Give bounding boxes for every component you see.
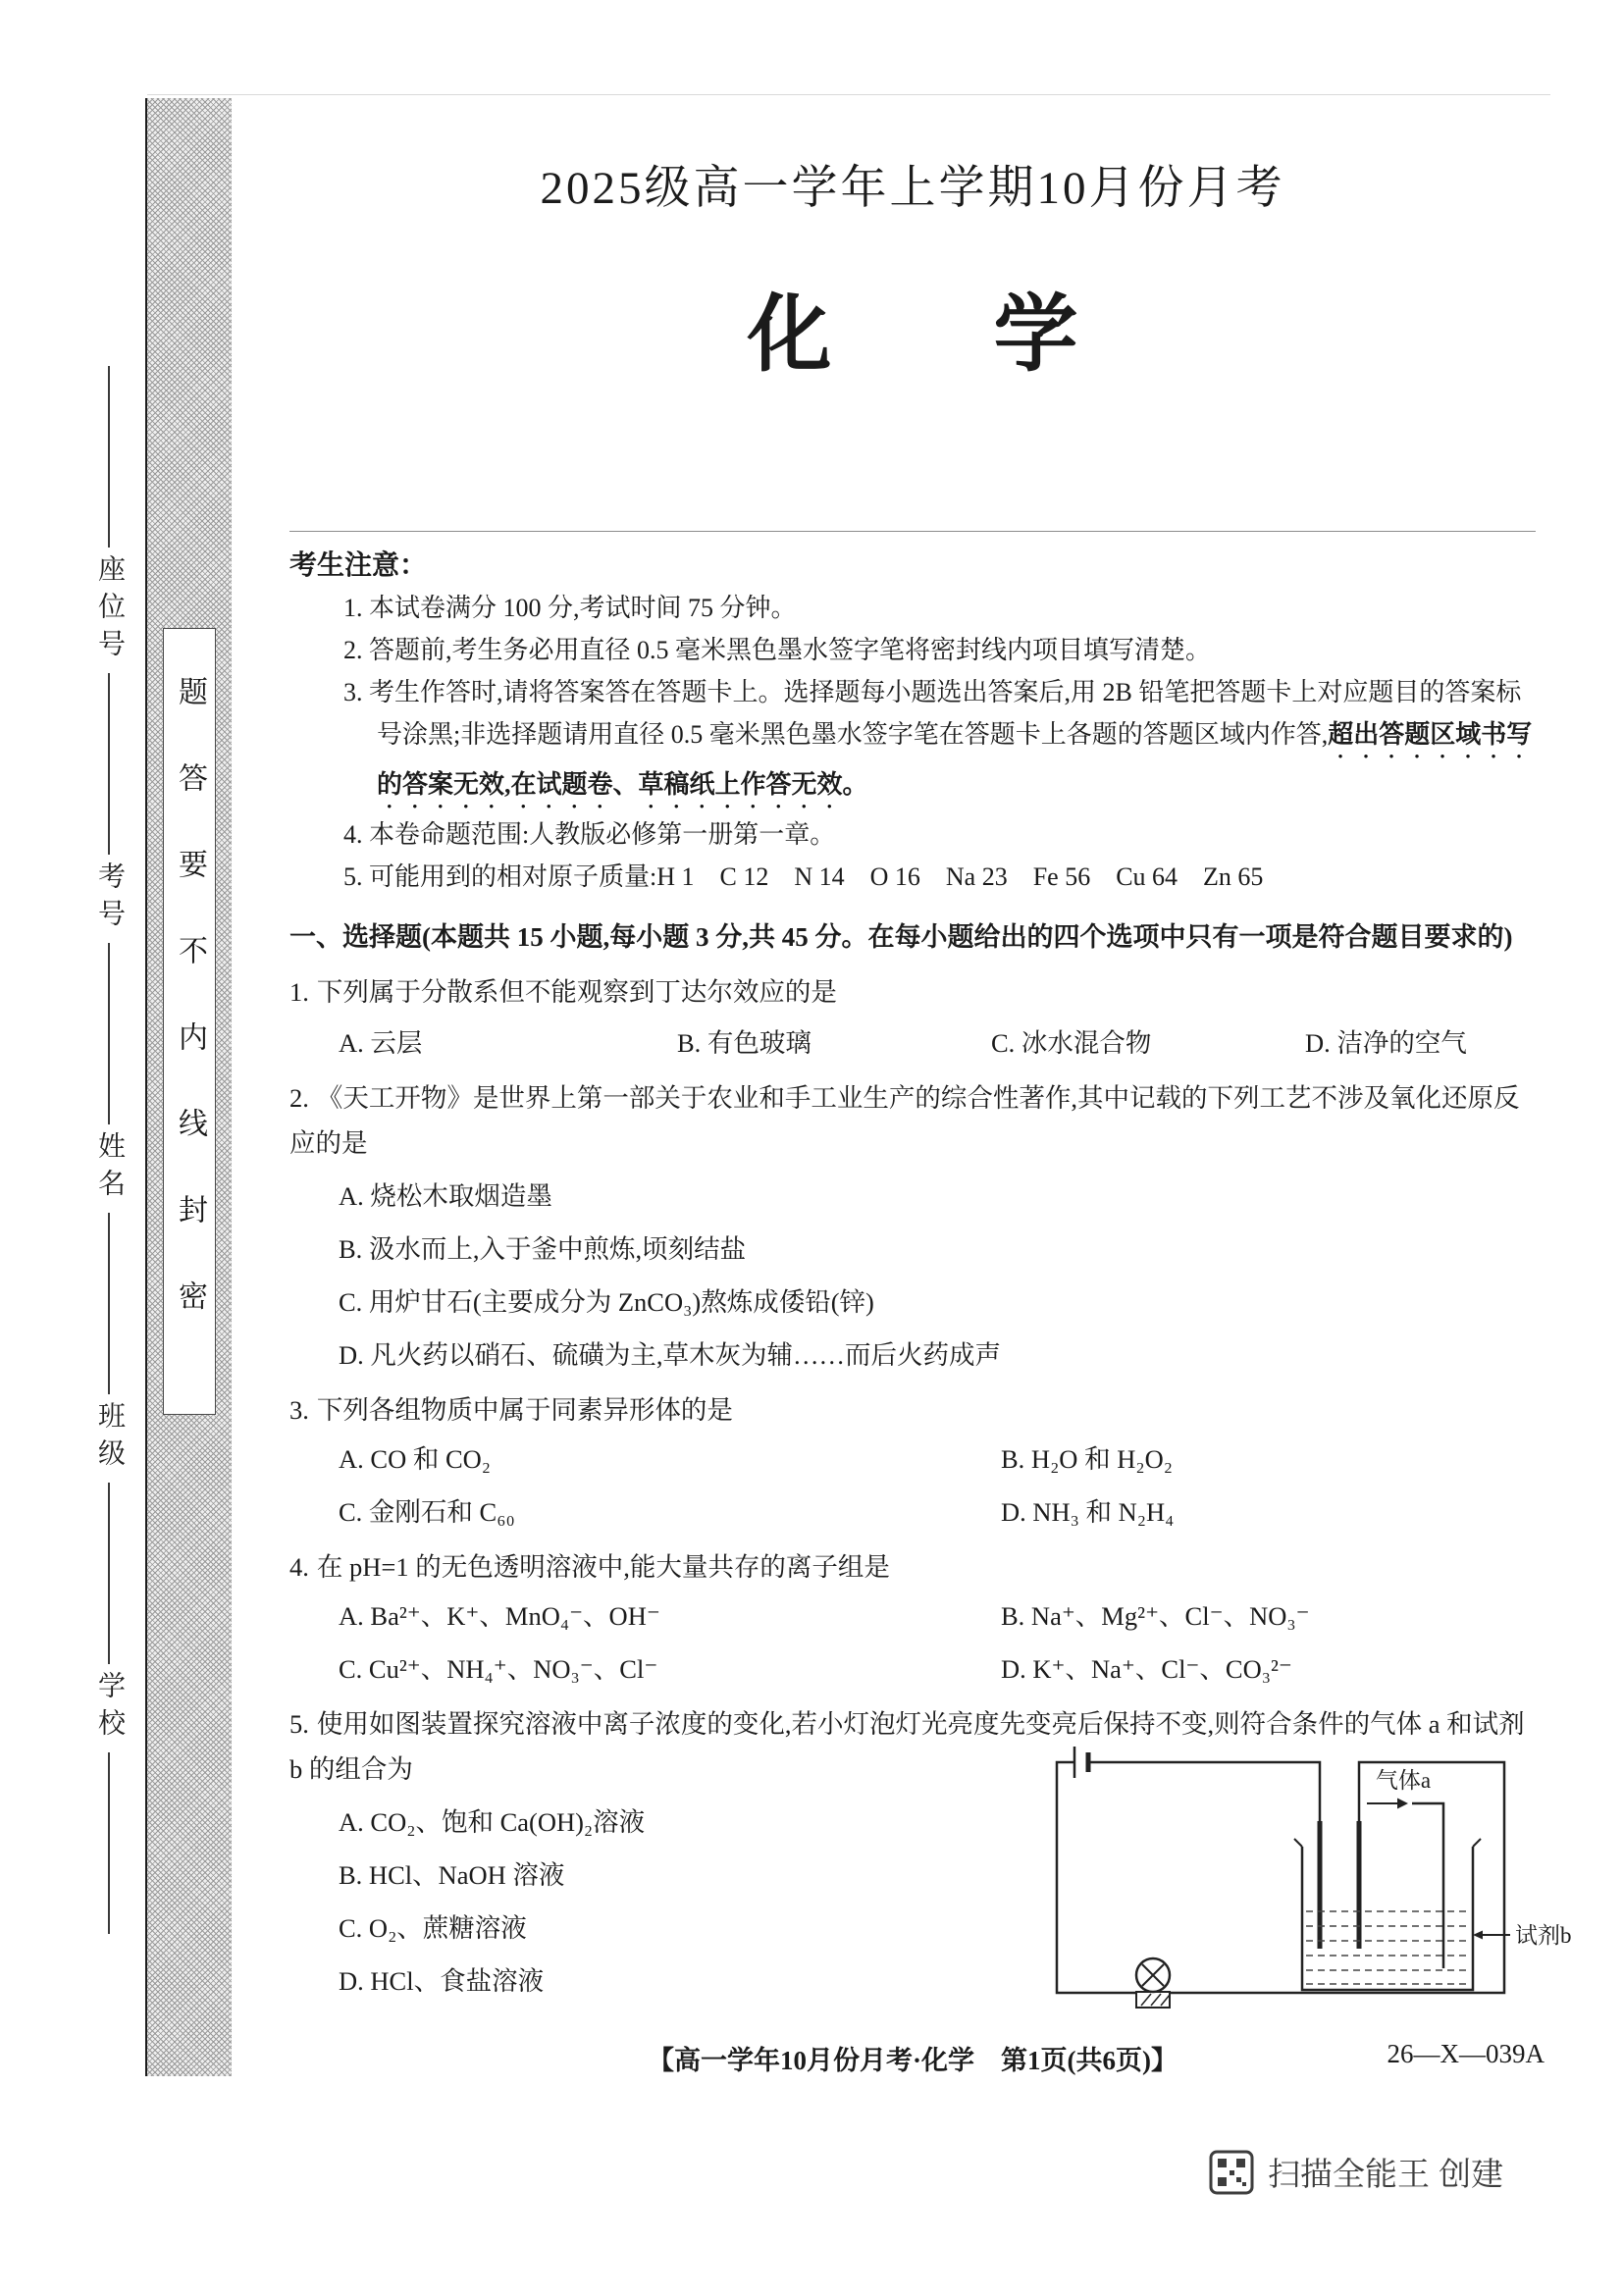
subject-title: 化学 <box>747 287 1240 382</box>
notice-top-rule <box>289 531 1536 532</box>
blank-underline <box>108 1483 110 1664</box>
blank-underline <box>108 1752 110 1934</box>
option-b: B. Na⁺、Mg²⁺、Cl⁻、NO₃⁻ <box>1001 1601 1310 1631</box>
gas-flow-arrow <box>1367 1799 1408 1809</box>
question-2-options <box>339 1174 1536 1378</box>
notice-item-2: 2. 答题前,考生务必用直径 0.5 毫米黑色墨水签字笔将密封线内项目填写清楚。 <box>343 636 1212 664</box>
option-b: B. 汲水而上,入于釜中煎炼,顷刻结盐 <box>339 1234 747 1264</box>
q5-apparatus-diagram <box>1035 1743 1585 2037</box>
option-c: C. 金刚石和 C₆₀ <box>339 1497 515 1527</box>
camscanner-credit <box>1209 2149 1503 2195</box>
question-1-options <box>339 1020 1536 1066</box>
option-c: C. 冰水混合物 <box>991 1028 1152 1058</box>
seat-number-label: 座位号 <box>94 554 125 666</box>
option-a: A. CO₂、饱和 Ca(OH)₂溶液 <box>339 1807 646 1837</box>
seal-strip <box>145 98 232 2076</box>
option-c: C. 用炉甘石(主要成分为 ZnCO₃)熬炼成倭铅(锌) <box>339 1287 874 1317</box>
seal-labels-column <box>86 361 131 1939</box>
option-d: D. K⁺、Na⁺、Cl⁻、CO₃²⁻ <box>1001 1654 1292 1684</box>
option-c: C. O₂、蔗糖溶液 <box>339 1913 527 1943</box>
reagent-label: 试剂b <box>1515 1923 1572 1948</box>
name-label: 姓名 <box>94 1131 125 1206</box>
scan-edge <box>147 94 1550 95</box>
gas-tube-icon <box>1412 1803 1443 1968</box>
question-5-stem: 5. 使用如图装置探究溶液中离子浓度的变化,若小灯泡灯光亮度先变亮后保持不变,则符合条件的气体 a 和试剂 b 的组合为 <box>289 1709 1525 1784</box>
paper-content <box>289 126 1572 2004</box>
notice-item-3 <box>343 671 1536 813</box>
option-d: D. 洁净的空气 <box>1305 1028 1467 1058</box>
question-1-stem: 1. 下列属于分散系但不能观察到丁达尔效应的是 <box>289 977 837 1007</box>
question-4-options <box>339 1593 1536 1692</box>
battery-icon <box>1074 1747 1088 1778</box>
option-c: C. Cu²⁺、NH₄⁺、NO₃⁻、Cl⁻ <box>339 1654 658 1684</box>
paper-code: 26—X—039A <box>1387 2039 1544 2068</box>
question-4-stem: 4. 在 pH=1 的无色透明溶液中,能大量共存的离子组是 <box>289 1552 890 1582</box>
question-2-stem: 2. 《天工开物》是世界上第一部关于农业和手工业生产的综合性著作,其中记载的下列工艺不涉及氧化还原反应的是 <box>289 1083 1520 1158</box>
option-b: B. H₂O 和 H₂O₂ <box>1001 1444 1173 1474</box>
exam-number-label: 考号 <box>94 861 125 936</box>
option-d: D. NH₃ 和 N₂H₄ <box>1001 1497 1175 1527</box>
class-label: 班级 <box>94 1401 125 1476</box>
option-a: A. Ba²⁺、K⁺、MnO₄⁻、OH⁻ <box>339 1601 660 1631</box>
option-a: A. 云层 <box>339 1028 423 1058</box>
option-d: D. HCl、食盐溶液 <box>339 1966 545 1996</box>
question-4 <box>289 1544 1536 1692</box>
seal-warning-text: 题答要不内线封密 <box>174 676 206 1367</box>
option-b: B. HCl、NaOH 溶液 <box>339 1860 565 1890</box>
question-3-stem: 3. 下列各组物质中属于同素异形体的是 <box>289 1395 733 1425</box>
question-3 <box>289 1387 1536 1535</box>
question-2 <box>289 1075 1536 1378</box>
option-a: A. 烧松木取烟造墨 <box>339 1181 552 1211</box>
option-b: B. 有色玻璃 <box>677 1028 812 1058</box>
circuit-wires <box>1057 1762 1504 1993</box>
camscanner-icon <box>1209 2150 1254 2195</box>
option-a: A. CO 和 CO₂ <box>339 1444 492 1474</box>
notice-item-1: 1. 本试卷满分 100 分,考试时间 75 分钟。 <box>343 594 797 622</box>
gas-label: 气体a <box>1375 1768 1432 1793</box>
seal-warning-box <box>163 628 216 1415</box>
blank-underline <box>108 673 110 855</box>
notice-item-5: 5. 可能用到的相对原子质量:H 1 C 12 N 14 O 16 Na 23 Fe 56 Cu 64 Zn 65 <box>343 862 1264 891</box>
notice-section <box>289 544 1536 898</box>
page-footer-text: 【高一学年10月份月考·化学 第1页(共6页)】 <box>648 2046 1178 2075</box>
notice-item-3-emphasis: 超出答题区域书写的答案无效,在试题卷、草稿纸上作答无效。 <box>377 720 1533 799</box>
blank-underline <box>108 1213 110 1394</box>
blank-underline <box>108 943 110 1124</box>
notice-item-3-normal: 3. 考生作答时,请将答案答在答题卡上。选择题每小题选出答案后,用 2B 铅笔把答题卡上对应题目的答案标号涂黑;非选择题请用直径 0.5 毫米黑色墨水签字笔在答题卡上各题的答题区域内作答, <box>343 678 1522 749</box>
option-d: D. 凡火药以硝石、硫磺为主,草木灰为辅……而后火药成声 <box>339 1340 1002 1370</box>
notice-item-4: 4. 本卷命题范围:人教版必修第一册第一章。 <box>343 820 836 849</box>
bulb-icon <box>1136 1958 1170 2008</box>
blank-underline <box>108 366 110 548</box>
camscanner-credit-text: 扫描全能王 创建 <box>1268 2156 1504 2192</box>
notice-heading: 考生注意： <box>289 550 428 581</box>
page-title: 2025级高一学年上学期10月份月考 <box>540 163 1285 214</box>
question-3-options <box>339 1436 1536 1535</box>
section-one-heading: 一、选择题(本题共 15 小题,每小题 3 分,共 45 分。在每小题给出的四个选项中只有一项是符合题目要求的) <box>289 922 1513 952</box>
question-1 <box>289 969 1536 1066</box>
question-5 <box>289 1701 1572 2004</box>
school-label: 学校 <box>94 1671 125 1746</box>
